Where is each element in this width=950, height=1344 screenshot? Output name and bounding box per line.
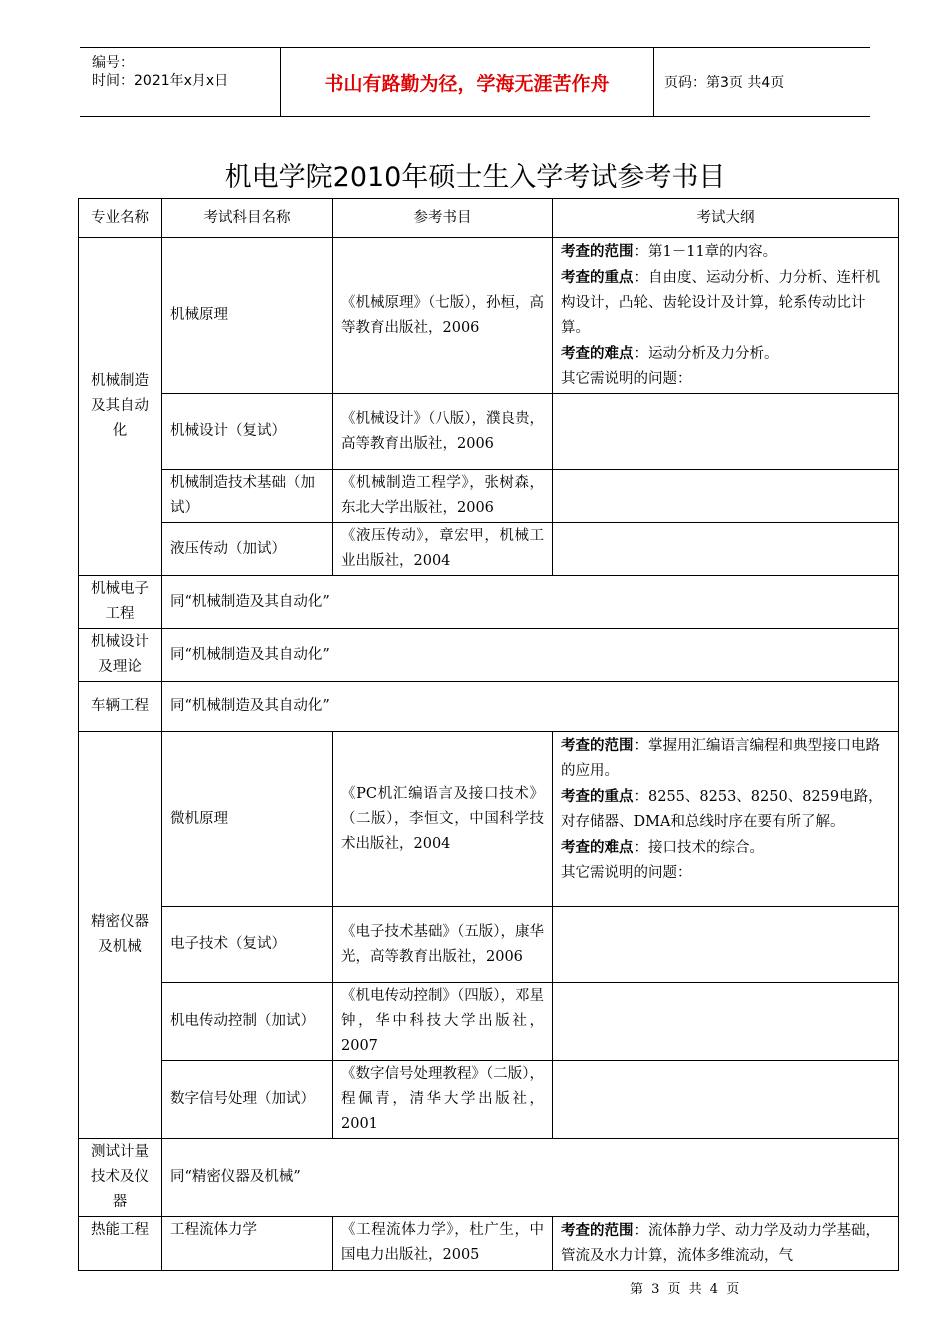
- table-row: [79, 470, 899, 523]
- table-header-row: [79, 199, 899, 238]
- subject-name: 液压传动（加试）: [162, 523, 333, 576]
- number-label: 编号：: [92, 55, 134, 71]
- subject-name: 微机原理: [162, 732, 333, 907]
- major-name: 测试计量技术及仪器: [79, 1139, 162, 1217]
- key-label: 考查的重点: [561, 269, 634, 286]
- header-syllabus: 考试大纲: [553, 199, 899, 238]
- subject-name: 工程流体力学: [162, 1217, 333, 1271]
- subject-name: 数字信号处理（加试）: [162, 1061, 333, 1139]
- subject-name: 机械制造技术基础（加试）: [162, 470, 333, 523]
- syllabus: [553, 470, 899, 523]
- difficulty-text: ：接口技术的综合。: [633, 840, 764, 856]
- same-as-note: 同“精密仪器及机械”: [162, 1139, 899, 1217]
- book-ref: 《机械设计》（八版），濮良贵，高等教育出版社，2006: [333, 394, 553, 470]
- syllabus: [553, 238, 899, 394]
- major-name: 机械制造及其自动化: [79, 238, 162, 576]
- book-ref: 《液压传动》，章宏甲，机械工业出版社，2004: [333, 523, 553, 576]
- scope-text: ：掌握用汇编语言编程和典型接口电路的应用。: [561, 738, 880, 779]
- table-row: [79, 682, 899, 732]
- difficulty-label: 考查的难点: [561, 345, 634, 362]
- header-meta: [80, 48, 281, 116]
- book-ref: 《电子技术基础》（五版），康华光，高等教育出版社，2006: [333, 907, 553, 983]
- table-row: [79, 983, 899, 1061]
- header-book: 参考书目: [333, 199, 553, 238]
- syllabus: [553, 907, 899, 983]
- subject-name: 机械设计（复试）: [162, 394, 333, 470]
- syllabus: [553, 1217, 899, 1271]
- syllabus: [553, 983, 899, 1061]
- subject-name: 机电传动控制（加试）: [162, 983, 333, 1061]
- header-subject: 考试科目名称: [162, 199, 333, 238]
- other-notes: 其它需说明的问题：: [561, 371, 692, 387]
- book-ref: 《机电传动控制》（四版），邓星钟，华中科技大学出版社，2007: [333, 983, 553, 1061]
- difficulty-text: ：运动分析及力分析。: [633, 346, 779, 362]
- same-as-note: 同“机械制造及其自动化”: [162, 629, 899, 682]
- key-text: ：8255、8253、8250、8259电路，对存储器、DMA和总线时序在要有所了解。: [561, 789, 883, 830]
- book-ref: 《机械制造工程学》，张树森，东北大学出版社，2006: [333, 470, 553, 523]
- table-row: [79, 1217, 899, 1271]
- table-row: [79, 1139, 899, 1217]
- table-row: [79, 907, 899, 983]
- header-major: 专业名称: [79, 199, 162, 238]
- syllabus: [553, 1061, 899, 1139]
- page-title: 机电学院2010年硕士生入学考试参考书目: [224, 162, 726, 193]
- major-name: 机械电子工程: [79, 576, 162, 629]
- key-text: ：自由度、运动分析、力分析、连杆机构设计，凸轮、齿轮设计及计算，轮系传动比计算。: [561, 270, 880, 336]
- scope-text: ：流体静力学、动力学及动力学基础，管流及水力计算，流体多维流动，气: [561, 1223, 880, 1264]
- book-ref: 《机械原理》（七版），孙桓，高等教育出版社，2006: [333, 238, 553, 394]
- key-label: 考查的重点: [561, 788, 634, 805]
- syllabus: [553, 394, 899, 470]
- syllabus: [553, 523, 899, 576]
- page-header: [80, 47, 870, 117]
- major-name: 精密仪器及机械: [79, 732, 162, 1139]
- table-row: [79, 732, 899, 907]
- table-row: [79, 238, 899, 394]
- same-as-note: 同“机械制造及其自动化”: [162, 682, 899, 732]
- time-label: 时间：2021年x月x日: [92, 73, 229, 89]
- table-row: [79, 629, 899, 682]
- book-list-table: [78, 198, 899, 1271]
- table-row: [79, 394, 899, 470]
- header-motto: 书山有路勤为径，学海无涯苦作舟: [281, 48, 654, 116]
- major-name: 机械设计及理论: [79, 629, 162, 682]
- major-name: 热能工程: [79, 1217, 162, 1271]
- same-as-note: 同“机械制造及其自动化”: [162, 576, 899, 629]
- scope-label: 考查的范围: [561, 1222, 634, 1239]
- table-row: [79, 576, 899, 629]
- other-notes: 其它需说明的问题：: [561, 865, 692, 881]
- header-page-info: 页码：第3页 共4页: [664, 75, 785, 91]
- book-ref: 《数字信号处理教程》（二版），程佩青，清华大学出版社，2001: [333, 1061, 553, 1139]
- table-row: [79, 523, 899, 576]
- syllabus: [553, 732, 899, 907]
- book-ref: 《工程流体力学》，杜广生，中国电力出版社，2005: [333, 1217, 553, 1271]
- scope-label: 考查的范围: [561, 737, 634, 754]
- book-ref: 《PC机汇编语言及接口技术》（二版），李恒文，中国科学技术出版社，2004: [333, 732, 553, 907]
- difficulty-label: 考查的难点: [561, 839, 634, 856]
- scope-text: ：第1－11章的内容。: [633, 244, 778, 260]
- subject-name: 机械原理: [162, 238, 333, 394]
- page-footer: 第 3 页 共 4 页: [630, 1282, 742, 1297]
- subject-name: 电子技术（复试）: [162, 907, 333, 983]
- table-row: [79, 1061, 899, 1139]
- scope-label: 考查的范围: [561, 243, 634, 260]
- major-name: 车辆工程: [79, 682, 162, 732]
